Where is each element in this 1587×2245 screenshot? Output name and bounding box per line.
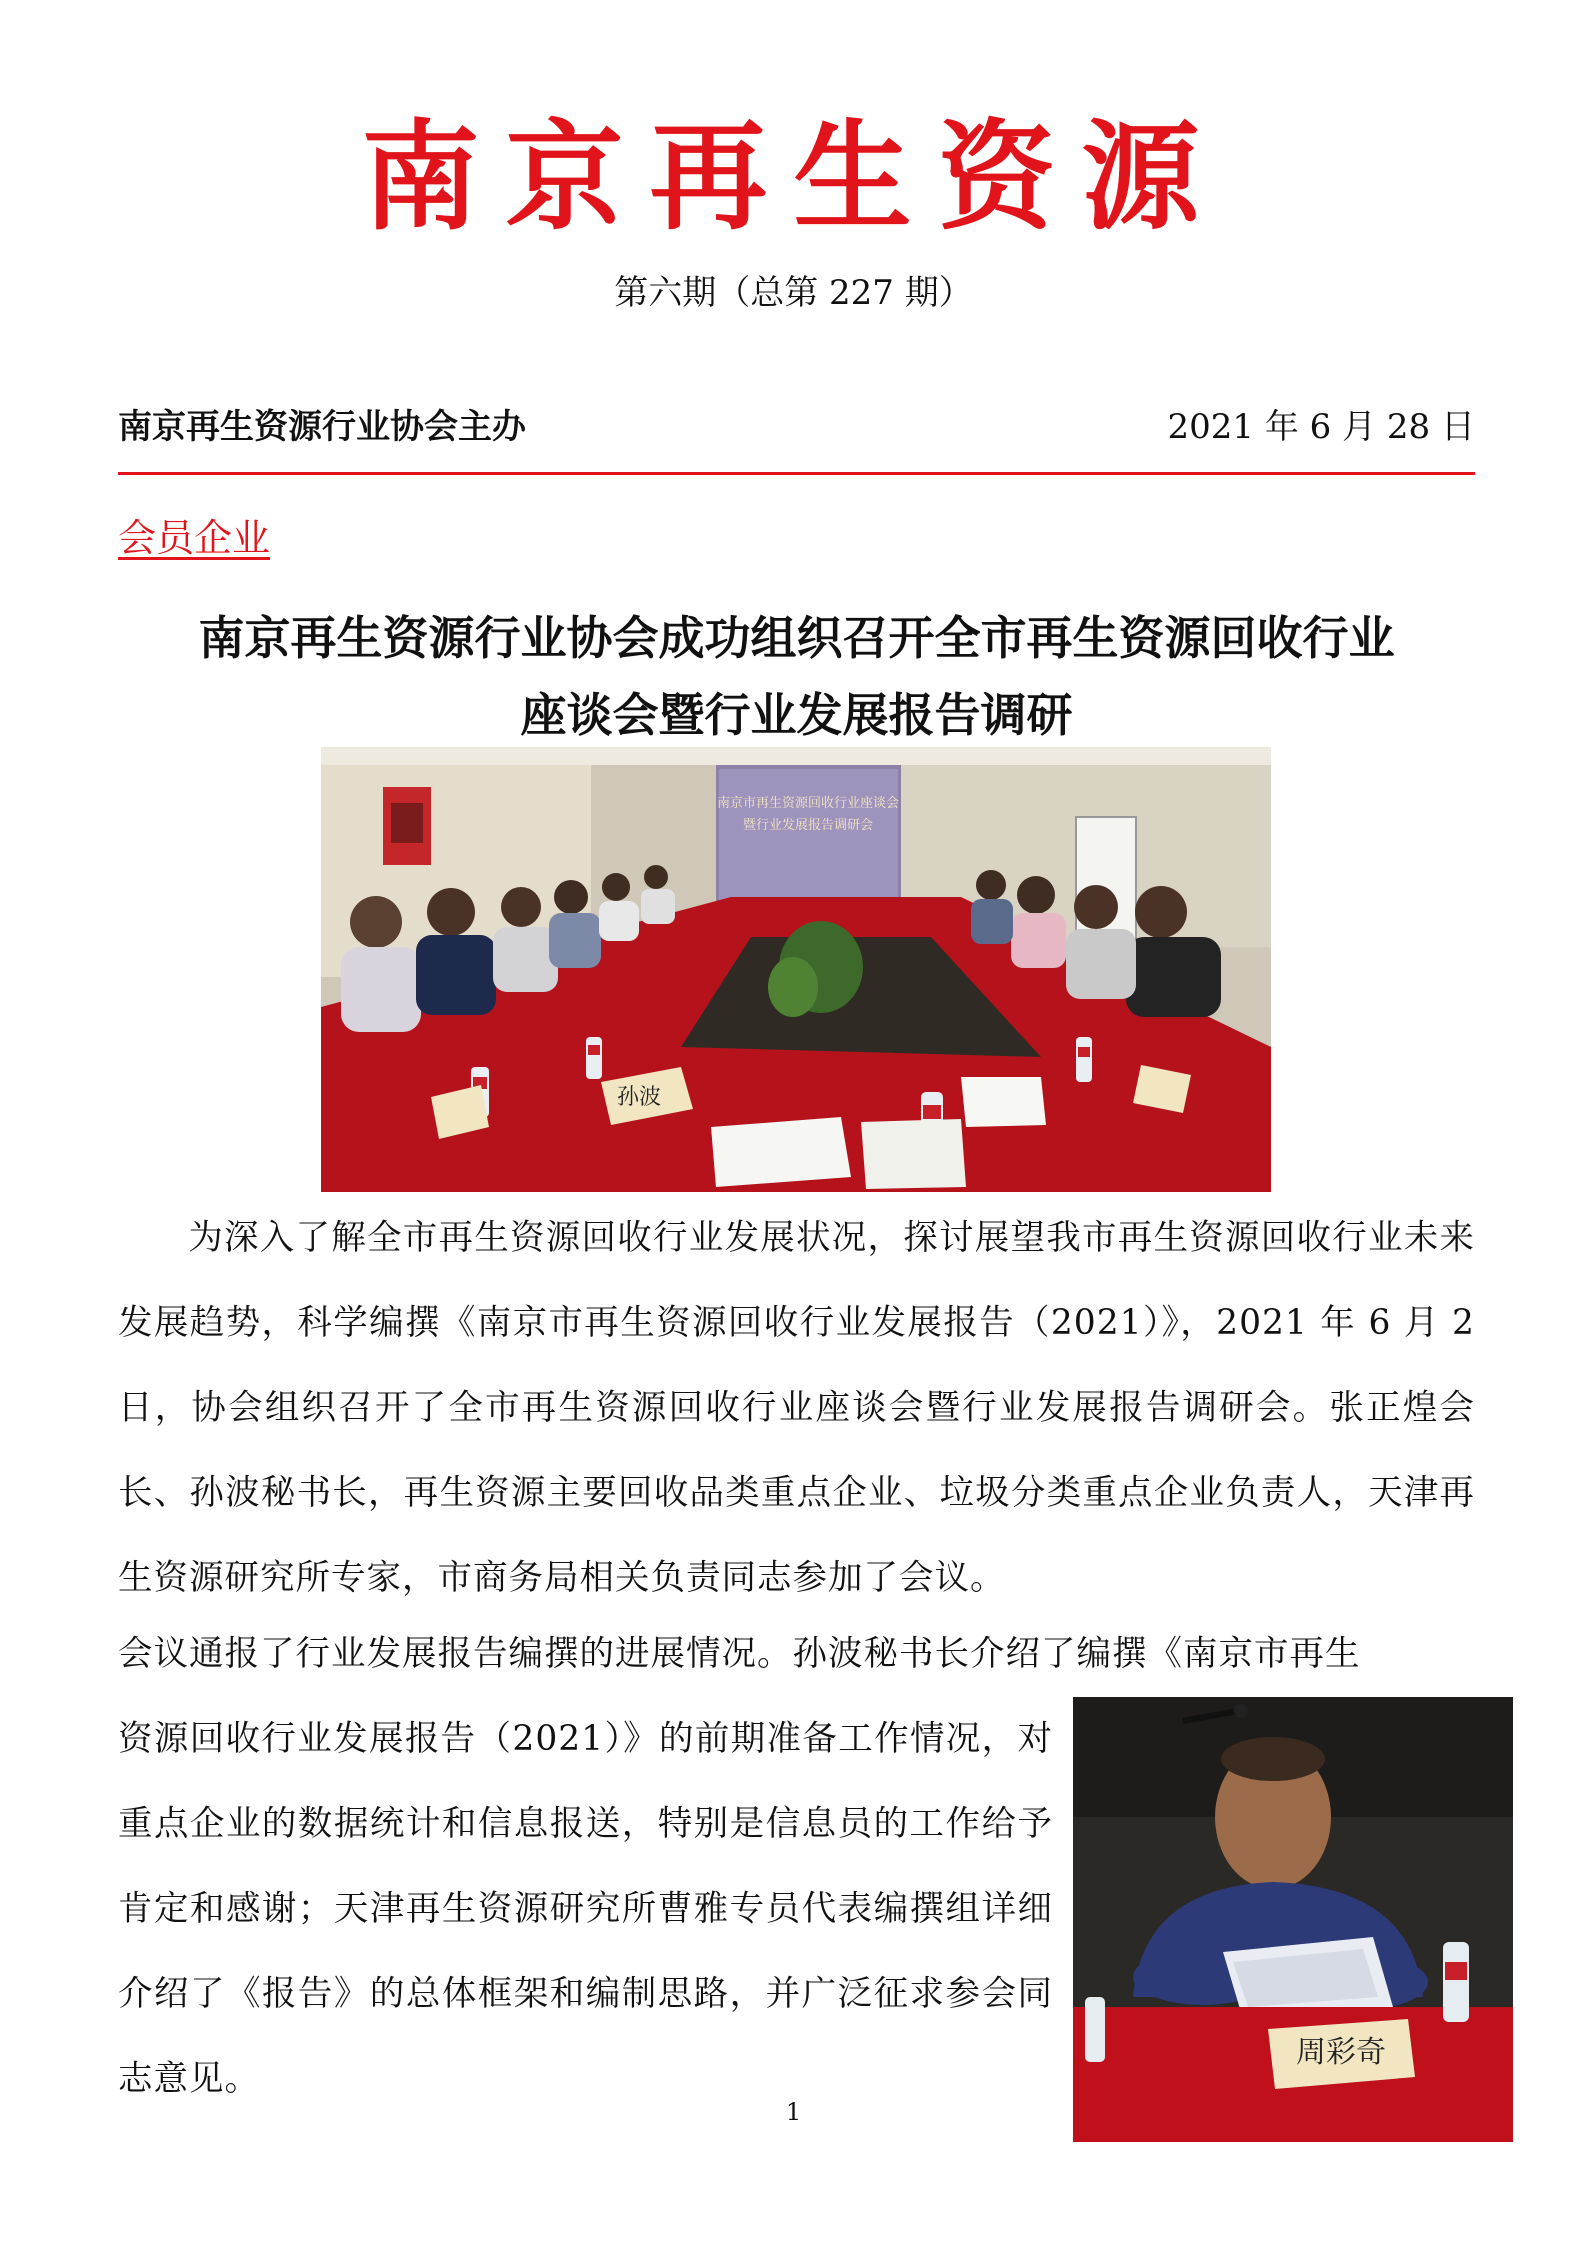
paragraph-1-text: 为深入了解全市再生资源回收行业发展状况，探讨展望我市再生资源回收行业未来发展趋势，科学编撰《南京市再生资源回收行业发展报告（2021）》，2021 年 6 月 2 日，协会组织召开了全市再生资源回收行业座谈会暨行业发展报告调研会。张正煌会长、孙波秘书长，再生资源主要回收品类重点企业、垃圾分类重点企业负责人，天津再生资源研究所专家，市商务局相关负责同志参加了会议。: [118, 1218, 1475, 1598]
article-title-line2: 座谈会暨行业发展报告调研: [520, 688, 1073, 742]
paragraph-1: [118, 1196, 1475, 1621]
issue-number: 第六期（总第 227 期）: [614, 273, 973, 313]
banner-line2: 暨行业发展报告调研会: [742, 818, 874, 833]
paragraph-2-rest: 资源回收行业发展报告（2021）》的前期准备工作情况，对重点企业的数据统计和信息报送，特别是信息员的工作给予肯定和感谢；天津再生资源研究所曹雅专员代表编撰组详细介绍了《报告》的总体框架和编制思路，并广泛征求参会同志意见。: [118, 1719, 1053, 2099]
name-card-sunbo: 孙波: [616, 1085, 662, 1110]
article-title: [118, 600, 1475, 754]
publish-date: 2021 年 6 月 28 日: [1167, 407, 1475, 447]
page-number: 1: [785, 2098, 802, 2126]
organizer: 南京再生资源行业协会主办: [118, 407, 526, 447]
meeting-photo: [321, 747, 1271, 1192]
article-title-line1: 南京再生资源行业协会成功组织召开全市再生资源回收行业: [198, 611, 1395, 665]
banner-line1: 南京市再生资源回收行业座谈会: [716, 796, 900, 811]
masthead-title: 南京再生资源: [361, 108, 1226, 246]
speaker-photo: [1073, 1697, 1513, 2142]
name-card-zhoucaiqi: 周彩奇: [1296, 2035, 1386, 2070]
header-divider: [118, 472, 1475, 475]
section-label: 会员企业: [118, 516, 271, 560]
paragraph-2-first-text: 会议通报了行业发展报告编撰的进展情况。孙波秘书长介绍了编撰《南京市再生: [118, 1634, 1361, 1674]
paragraph-2-first-line: [118, 1612, 1475, 1697]
